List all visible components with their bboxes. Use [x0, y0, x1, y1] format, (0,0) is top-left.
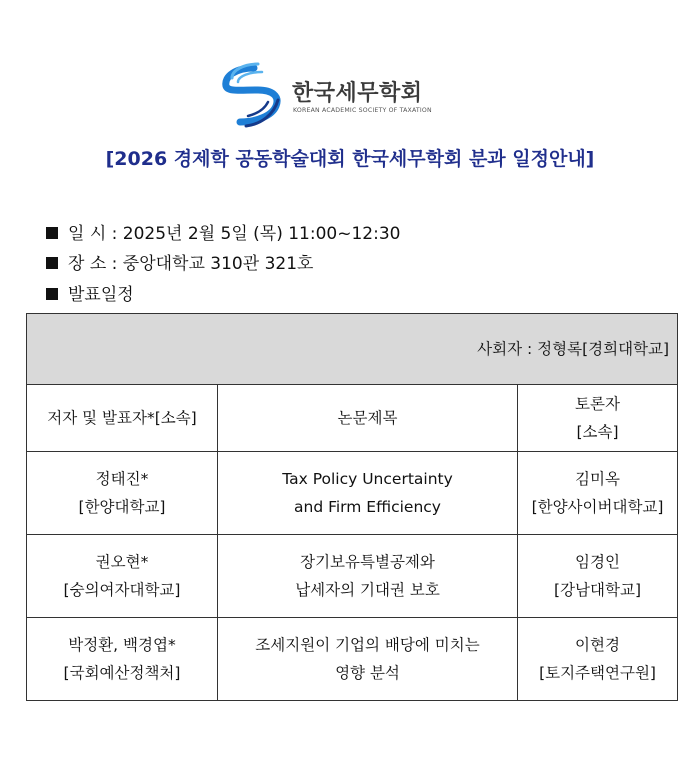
- place-text: 장 소 : 중앙대학교 310관 321호: [68, 254, 314, 274]
- author-name: 권오현*: [95, 553, 149, 571]
- discussant-affiliation: [한양사이버대학교]: [531, 498, 664, 516]
- paper-title-line1: 조세지원이 기업의 배당에 미치는: [255, 636, 480, 654]
- author-affiliation: [국회예산정책처]: [63, 664, 181, 682]
- discussant-cell: [518, 452, 678, 535]
- header-discussant: [518, 385, 678, 452]
- author-affiliation: [숭의여자대학교]: [63, 581, 181, 599]
- paper-title-line1: 장기보유특별공제와: [300, 553, 435, 571]
- author-affiliation: [한양대학교]: [78, 498, 166, 516]
- logo-subtitle: KOREAN ACADEMIC SOCIETY OF TAXATION: [293, 107, 432, 114]
- moderator-row: [27, 314, 678, 385]
- discussant-name: 이현경: [575, 636, 620, 654]
- schedule-label: 발표일정: [68, 285, 134, 305]
- page-title: [2026 경제학 공동학술대회 한국세무학회 분과 일정안내]: [105, 148, 595, 170]
- schedule-table: [26, 313, 678, 701]
- discussant-cell: [518, 618, 678, 701]
- table-header-row: [27, 385, 678, 452]
- discussant-cell: [518, 535, 678, 618]
- table-row: [27, 452, 678, 535]
- discussant-affiliation: [토지주택연구원]: [539, 664, 656, 682]
- discussant-name: 김미옥: [575, 470, 620, 488]
- society-logo-icon: [218, 60, 286, 128]
- header-discussant-line2: [소속]: [576, 423, 619, 441]
- paper-title-line2: and Firm Efficiency: [294, 498, 441, 516]
- discussant-affiliation: [강남대학교]: [554, 581, 641, 599]
- author-cell: [27, 452, 218, 535]
- author-name: 박정환, 백경엽*: [68, 636, 176, 654]
- table-row: [27, 618, 678, 701]
- logo-name: 한국세무학회: [292, 81, 423, 106]
- society-logo: [218, 60, 432, 130]
- bullet-square-icon: [46, 288, 58, 300]
- table-row: [27, 535, 678, 618]
- bullet-square-icon: [46, 227, 58, 239]
- header-paper: 논문제목: [218, 385, 518, 452]
- schedule-label-line: [46, 280, 134, 305]
- discussant-name: 임경인: [575, 553, 620, 571]
- date-line: [46, 219, 400, 244]
- header-discussant-line1: 토론자: [575, 395, 620, 413]
- paper-title-line1: Tax Policy Uncertainty: [282, 470, 453, 488]
- date-text: 일 시 : 2025년 2월 5일 (목) 11:00~12:30: [68, 224, 401, 244]
- place-line: [46, 249, 313, 274]
- paper-cell: [218, 452, 518, 535]
- author-cell: [27, 618, 218, 701]
- author-name: 정태진*: [95, 470, 149, 488]
- bullet-square-icon: [46, 257, 58, 269]
- moderator-cell: 사회자 : 정형록[경희대학교]: [27, 314, 678, 385]
- author-cell: [27, 535, 218, 618]
- paper-cell: [218, 618, 518, 701]
- paper-title-line2: 납세자의 기대권 보호: [295, 581, 440, 599]
- header-author: 저자 및 발표자*[소속]: [27, 385, 218, 452]
- paper-cell: [218, 535, 518, 618]
- paper-title-line2: 영향 분석: [335, 664, 400, 682]
